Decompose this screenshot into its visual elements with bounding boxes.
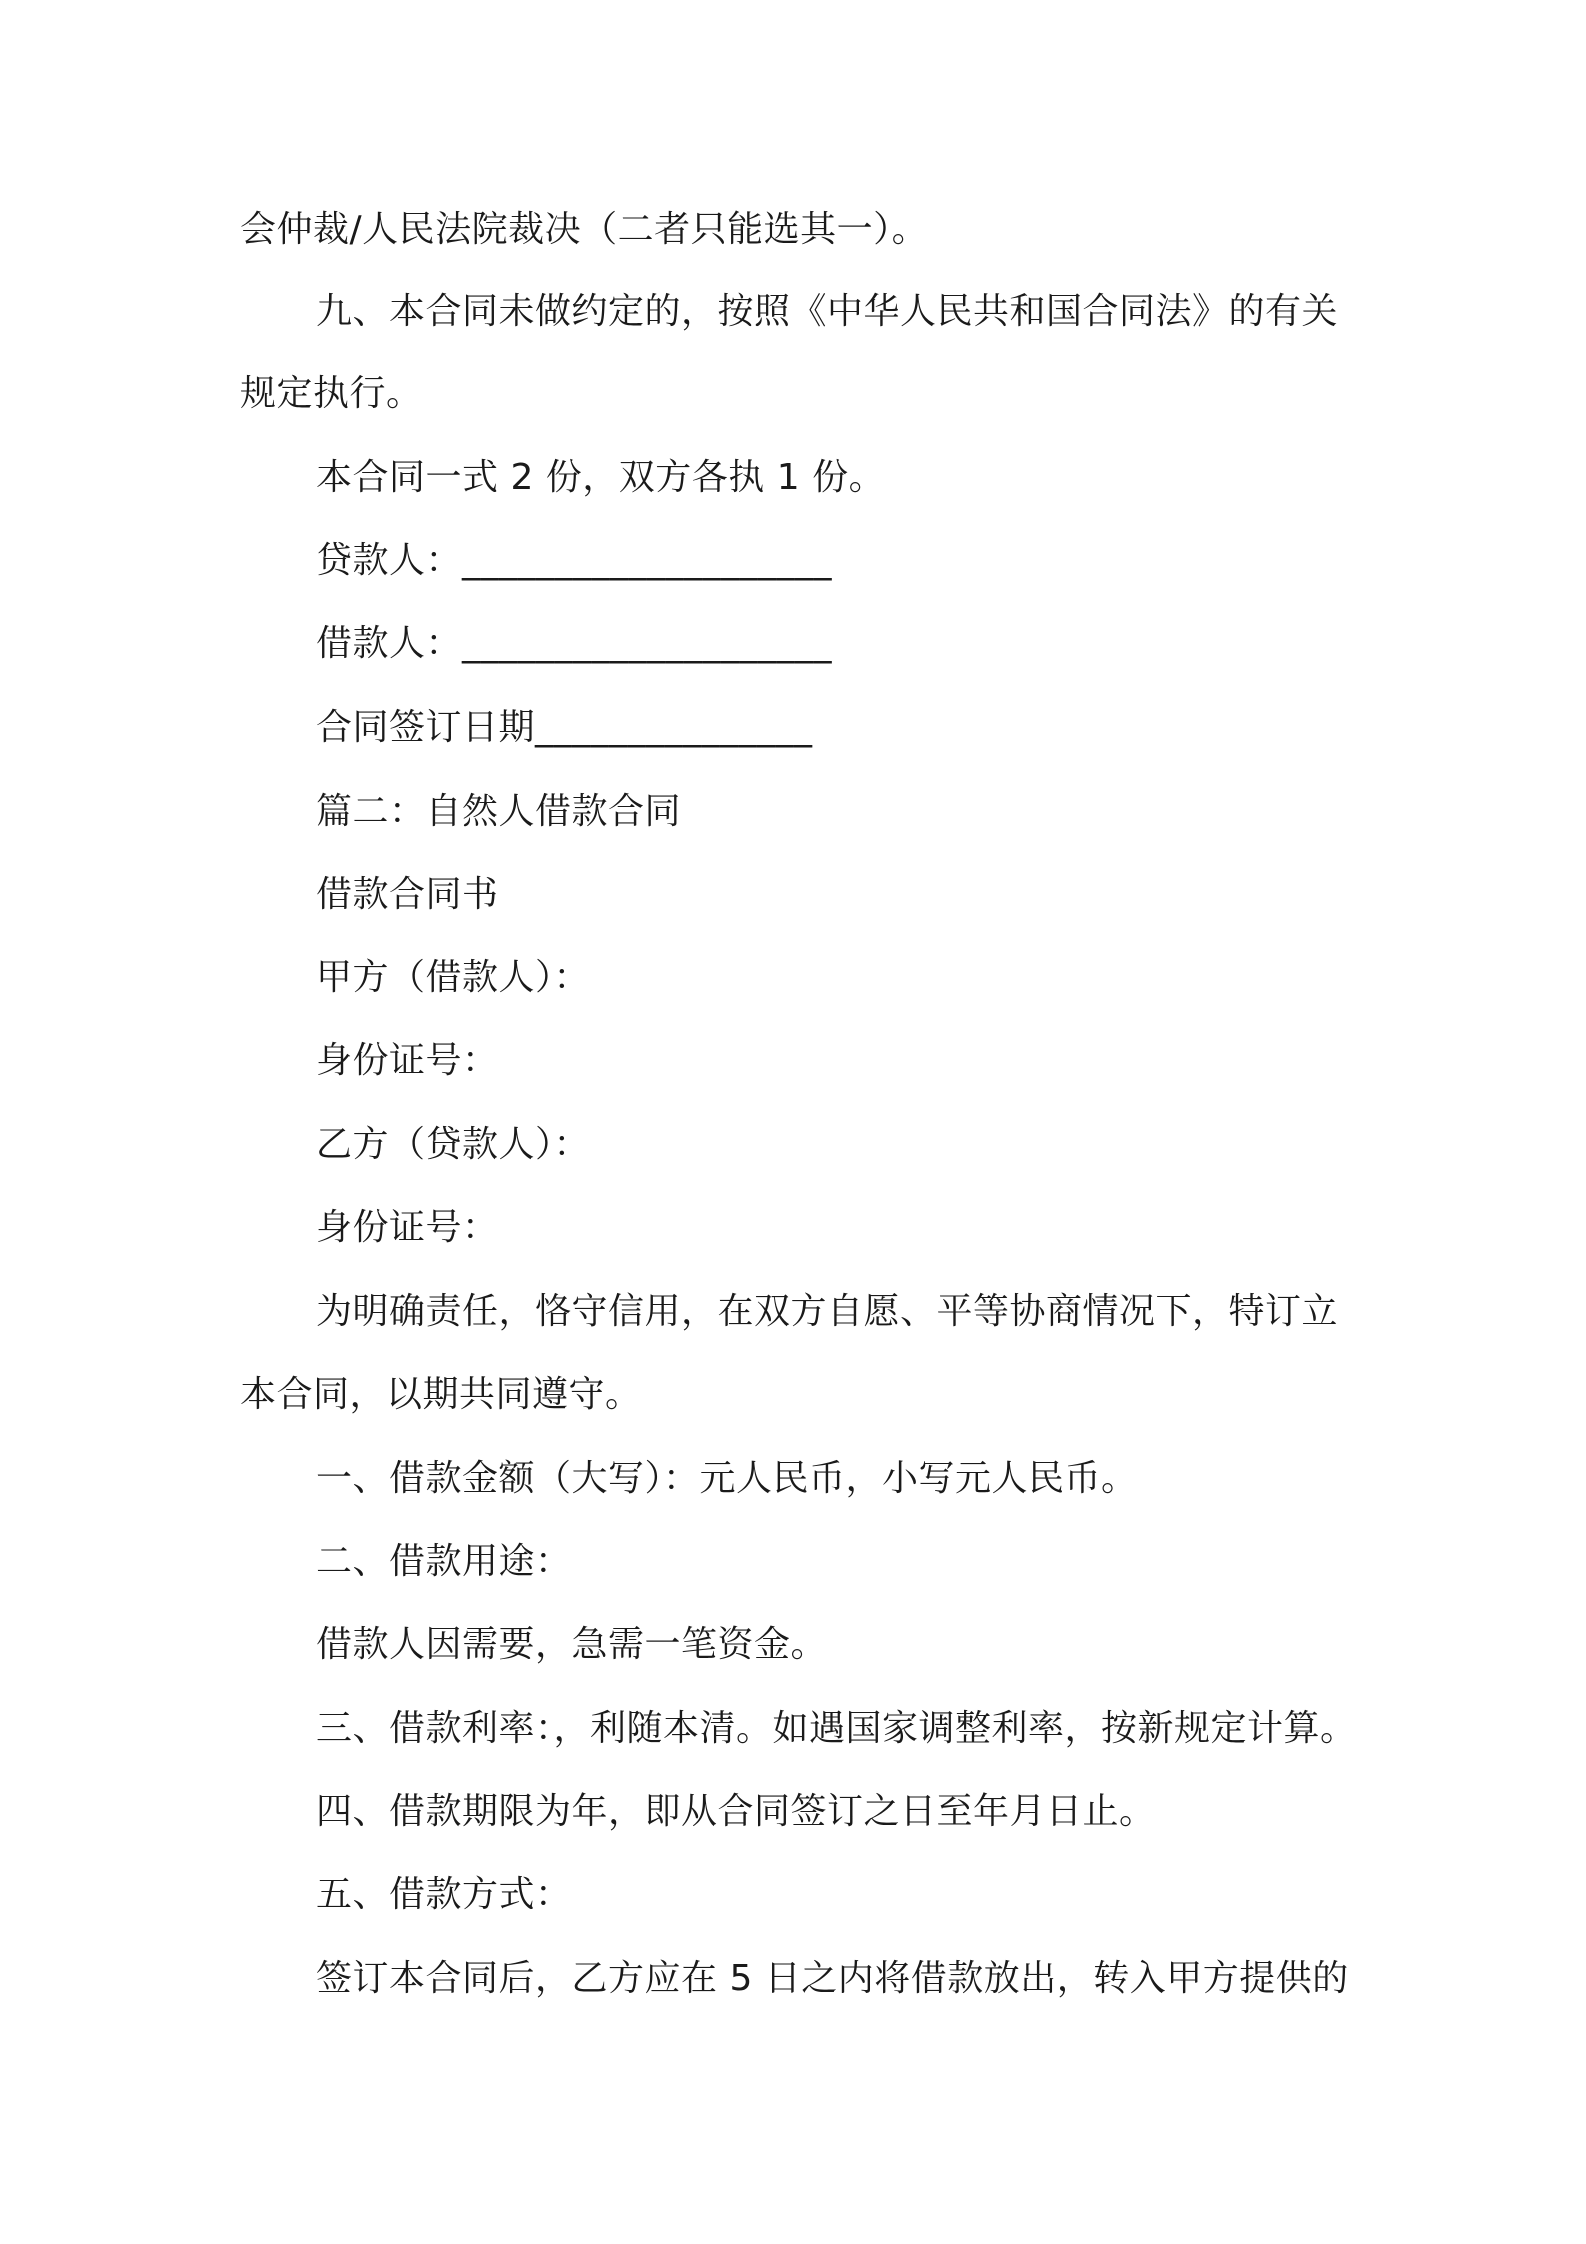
- document-title: 借款合同书: [316, 874, 499, 915]
- text-line: 九、本合同未做约定的，按照《中华人民共和国合同法》的有关: [316, 291, 1339, 332]
- clause-purpose: 二、借款用途：: [316, 1541, 572, 1582]
- party-a-label: 甲方（借款人）：: [316, 957, 591, 998]
- text-line: 为明确责任，恪守信用，在双方自愿、平等协商情况下，特订立: [316, 1291, 1339, 1332]
- text-line: 借款人因需要，急需一笔资金。: [316, 1624, 828, 1665]
- party-b-id-label: 身份证号：: [316, 1207, 499, 1248]
- text-line: 签订本合同后，乙方应在 5 日之内将借款放出，转入甲方提供的: [316, 1958, 1349, 1999]
- clause-method: 五、借款方式：: [316, 1874, 572, 1915]
- text-line: 本合同，以期共同遵守。: [240, 1374, 642, 1415]
- lender-signature-line: 贷款人：____________________: [316, 540, 833, 581]
- contract-date-line: 合同签订日期_______________: [316, 707, 813, 748]
- clause-term: 四、借款期限为年，即从合同签订之日至年月日止。: [316, 1791, 1156, 1832]
- text-line: 规定执行。: [240, 373, 423, 414]
- clause-rate: 三、借款利率：，利随本清。如遇国家调整利率，按新规定计算。: [316, 1708, 1357, 1749]
- clause-amount: 一、借款金额（大写）：元人民币，小写元人民币。: [316, 1458, 1138, 1499]
- party-b-label: 乙方（贷款人）：: [316, 1124, 591, 1165]
- text-line: 本合同一式 2 份，双方各执 1 份。: [316, 457, 886, 498]
- borrower-signature-line: 借款人：____________________: [316, 623, 833, 664]
- text-line: 会仲裁/人民法院裁决（二者只能选其一）。: [240, 209, 929, 250]
- section-heading: 篇二：自然人借款合同: [316, 791, 682, 832]
- party-a-id-label: 身份证号：: [316, 1040, 499, 1081]
